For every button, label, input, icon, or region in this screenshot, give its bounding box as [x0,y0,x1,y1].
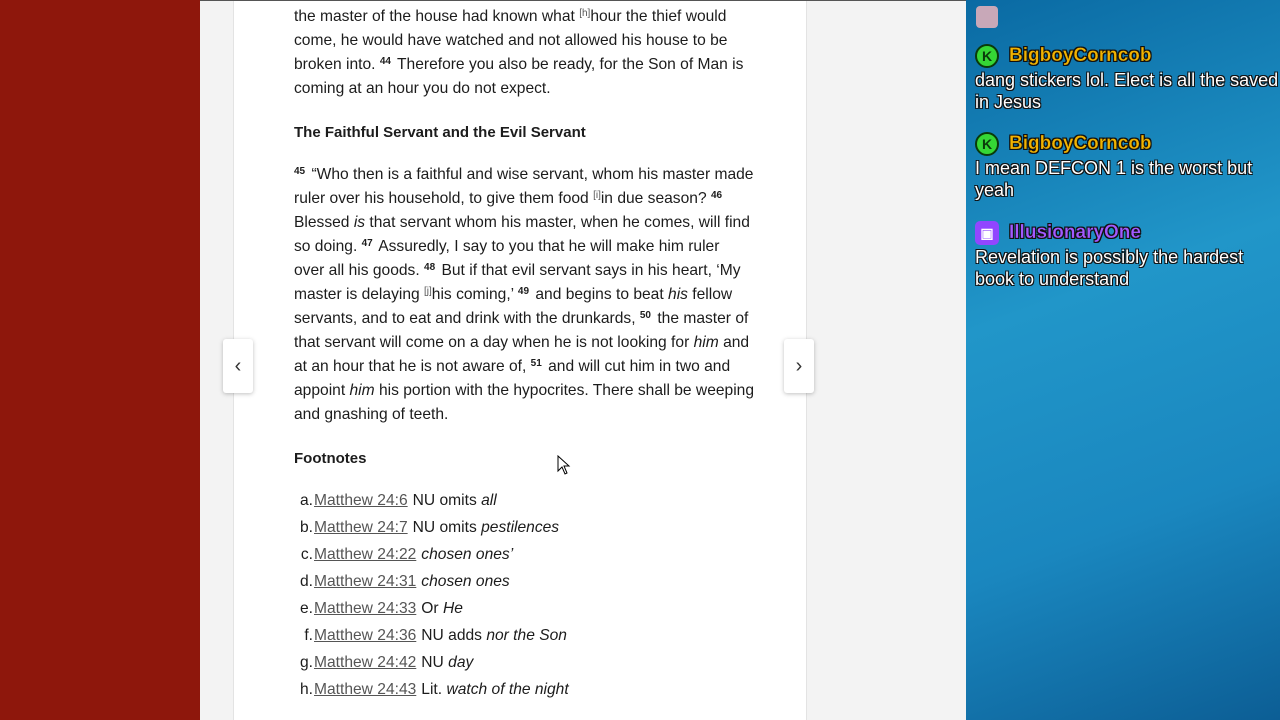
chevron-left-icon: ‹ [234,354,242,377]
footnote-item: c. Matthew 24:22 chosen ones’ [294,541,754,568]
verse-49: 49 [517,286,530,297]
footnote-item: g. Matthew 24:42 NU day [294,649,754,676]
verse-48: 48 [424,262,436,273]
chat-text: dang stickers lol. Elect is all the saved in Jesus [975,70,1279,112]
footnote-link[interactable]: Matthew 24:22 [314,546,417,563]
previous-chapter-button[interactable] [223,339,253,393]
passage-text [294,5,754,703]
section-heading: The Faithful Servant and the Evil Servant [294,124,586,141]
next-chapter-button[interactable] [784,339,814,393]
chat-username: BigboyCorncob [1009,45,1152,66]
verse-45: 45 [294,166,306,177]
verse-47: 47 [361,238,373,249]
bible-page [200,0,966,720]
footnote-item: f. Matthew 24:36 NU adds nor the Son [294,622,754,649]
verse-51: 51 [530,358,542,369]
footnote-item: a. Matthew 24:6 NU omits all [294,487,754,514]
footnote-marker-j[interactable]: [j] [424,286,432,297]
footnote-link[interactable]: Matthew 24:42 [314,654,417,671]
stream-chat-overlay [966,0,1280,720]
footnotes-title: Footnotes [294,450,367,467]
chevron-right-icon: › [795,354,803,377]
footnote-link[interactable]: Matthew 24:43 [314,681,417,698]
left-background [0,0,200,720]
verse-50: 50 [639,310,651,321]
footnote-item: b. Matthew 24:7 NU omits pestilences [294,514,754,541]
avatar [976,6,998,28]
footnote-marker-i[interactable]: [i] [593,190,601,201]
footnote-link[interactable]: Matthew 24:36 [314,627,417,644]
passage-intro: the master of the house had known what [h]hour the thief would come, he would have watched and not allowed his house to be broken into. $^{44}$ Therefore you also be ready, for the Son of Man is coming at an hour you do not expect. [294,8,744,97]
footnote-item: h. Matthew 24:43 Lit. watch of the night [294,676,754,703]
footnote-marker-h[interactable]: [h] [579,8,591,19]
footnote-link[interactable]: Matthew 24:31 [314,573,417,590]
footnote-item: d. Matthew 24:31 chosen ones [294,568,754,595]
chat-message [975,43,1280,113]
chat-message [975,131,1280,201]
twitch-badge-icon: ▣ [975,221,999,245]
footnote-link[interactable]: Matthew 24:7 [314,519,408,536]
kick-badge-icon: K [975,132,999,156]
chat-message [975,220,1280,290]
chat-text: I mean DEFCON 1 is the worst but yeah [975,158,1253,200]
verse-44: 44 [379,56,391,67]
chat-username: IllusionaryOne [1009,222,1141,243]
footnote-item: e. Matthew 24:33 Or He [294,595,754,622]
footnotes-list [294,487,754,703]
reader-column [233,1,807,720]
footnote-link[interactable]: Matthew 24:6 [314,492,408,509]
chat-username: BigboyCorncob [1009,133,1152,154]
footnote-link[interactable]: Matthew 24:33 [314,600,417,617]
chat-text: Revelation is possibly the hardest book to understand [975,247,1244,289]
kick-badge-icon: K [975,44,999,68]
verse-46: 46 [710,190,723,201]
mouse-cursor-icon [557,455,571,475]
passage-main: $^{45}$ “Who then is a faithful and wise servant, whom his master made ruler over his household, to give them food [i]in due season? $^{46}$ Blessed is that servant whom his master, when he comes, will find so doing. $^{47}$ Assuredly, I say to you that he will make him ruler over all his goods. $^{48}$ But if that evil servant says in his heart, ‘My master is delaying [j]his coming,’ $^{49}$ and begins to beat his fellow servants, and to eat and drink with the drunkards, $^{50}$ the master of that servant will come on a day when he is not looking for him and at an hour that he is not aware of, $^{51}$ and will cut him in two and appoint him his portion with the hypocrites. There shall be weeping and gnashing of teeth. [294,166,755,423]
